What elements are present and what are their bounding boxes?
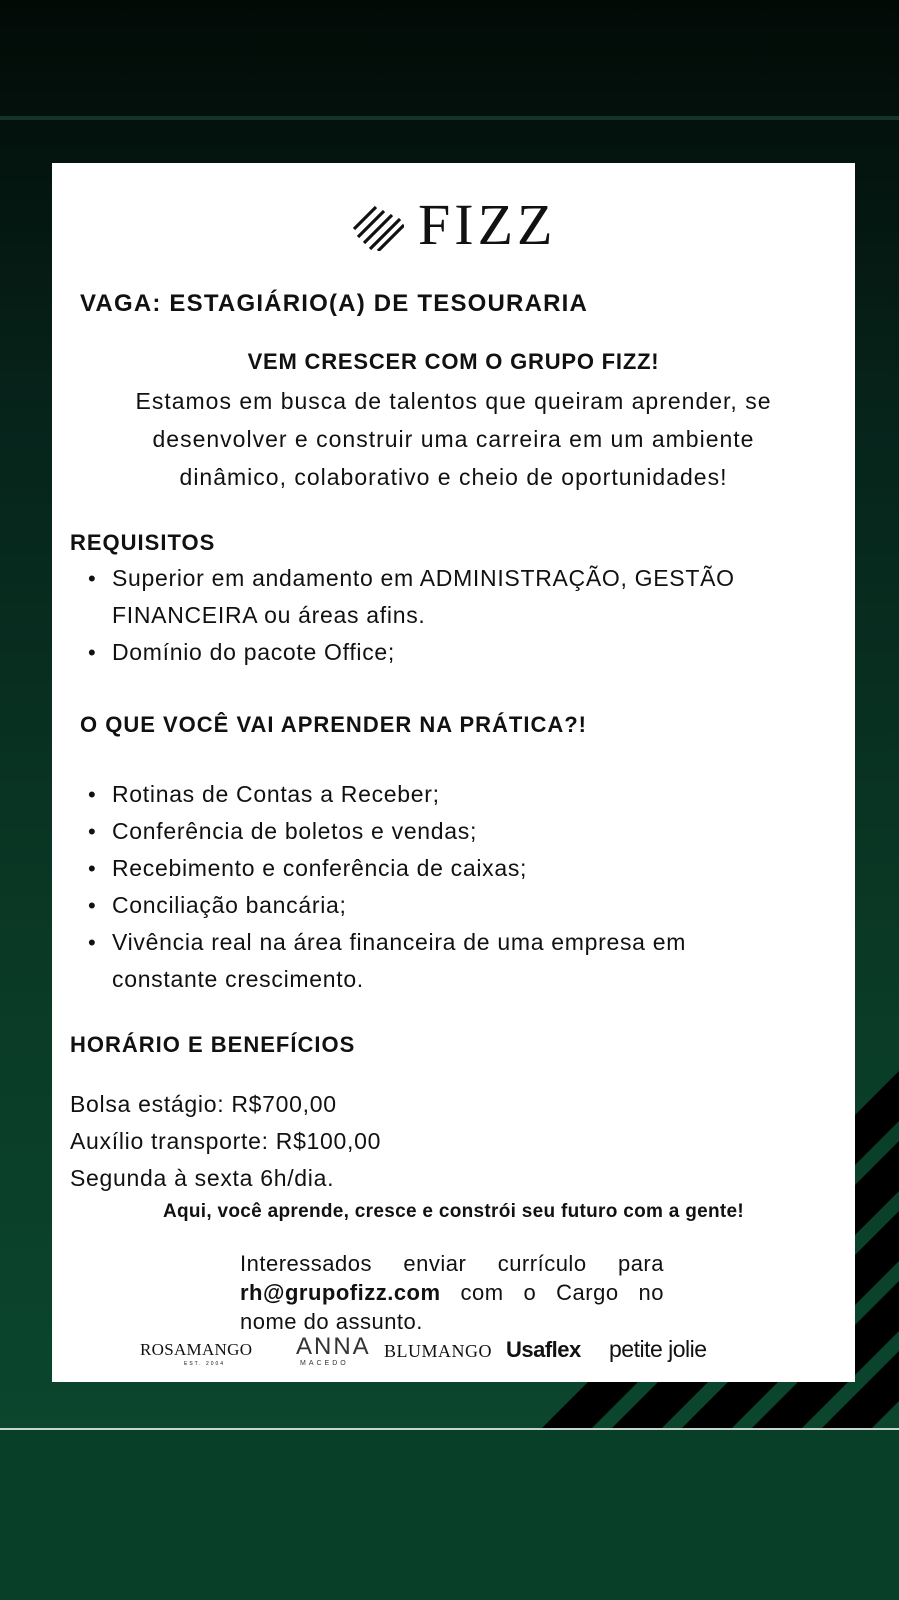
- usaflex-logo: Usaflex: [506, 1337, 581, 1362]
- anna-macedo-logo: [296, 1333, 371, 1367]
- intro-text: [52, 382, 855, 496]
- fizz-stripes-icon: [352, 199, 404, 251]
- logo-wordmark: FIZZ: [418, 192, 557, 257]
- bottom-band: [0, 1430, 899, 1600]
- list-item: • Domínio do pacote Office;: [88, 634, 808, 671]
- benefit-line: Segunda à sexta 6h/dia.: [70, 1165, 335, 1191]
- job-card: [52, 163, 855, 1382]
- job-title: VAGA: ESTAGIÁRIO(A) DE TESOURARIA: [80, 290, 589, 317]
- anna-sub: MACEDO: [300, 1360, 349, 1367]
- rosamango-sub: EST. 2004: [184, 1361, 226, 1367]
- fizz-logo: [352, 192, 557, 257]
- rosamango-name: ROSAMANGO: [140, 1340, 253, 1359]
- lead-heading: VEM CRESCER COM O GRUPO FIZZ!: [247, 349, 660, 374]
- learn-heading: O QUE VOCÊ VAI APRENDER NA PRÁTICA?!: [80, 712, 587, 737]
- benefit-line: Auxílio transporte: R$100,00: [70, 1128, 382, 1154]
- anna-name: ANNA: [296, 1333, 371, 1360]
- tagline: Aqui, você aprende, cresce e constrói seu futuro com a gente!: [162, 1201, 745, 1222]
- intro-line: desenvolver e construir uma carreira em um ambiente: [152, 426, 755, 452]
- learn-list: [88, 776, 768, 998]
- list-item: • Conferência de boletos e vendas;: [88, 813, 768, 850]
- benefits-list: [70, 1086, 381, 1197]
- contact-suffix: com o Cargo no nome do assunto.: [240, 1280, 664, 1334]
- blumango-logo: BLUMANGO: [384, 1341, 493, 1361]
- contact-email[interactable]: rh@grupofizz.com: [240, 1280, 441, 1305]
- list-item: • Vivência real na área financeira de uma empresa em constante crescimento.: [88, 924, 768, 998]
- benefit-line: Bolsa estágio: R$700,00: [70, 1091, 337, 1117]
- rosamango-logo: [140, 1340, 253, 1367]
- contact-prefix: Interessados enviar currículo para: [240, 1251, 664, 1276]
- list-item: • Rotinas de Contas a Receber;: [88, 776, 768, 813]
- list-item: • Recebimento e conferência de caixas;: [88, 850, 768, 887]
- list-item: • Conciliação bancária;: [88, 887, 768, 924]
- list-item: • Superior em andamento em ADMINISTRAÇÃO, GESTÃO FINANCEIRA ou áreas afins.: [88, 560, 808, 634]
- benefits-heading: HORÁRIO E BENEFÍCIOS: [70, 1032, 356, 1057]
- petite-jolie-logo: petite jolie: [609, 1336, 707, 1362]
- contact-text: [240, 1249, 664, 1336]
- intro-line: dinâmico, colaborativo e cheio de oportunidades!: [179, 464, 728, 490]
- intro-line: Estamos em busca de talentos que queiram aprender, se: [135, 388, 772, 414]
- requirements-heading: REQUISITOS: [70, 530, 216, 555]
- requirements-list: [88, 560, 808, 671]
